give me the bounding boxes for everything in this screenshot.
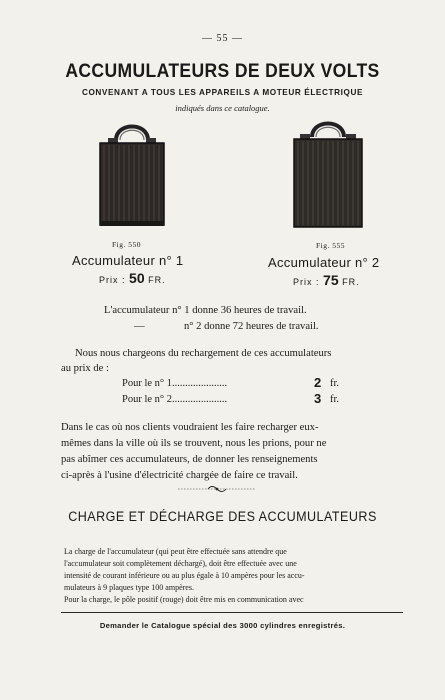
section-line: intensité de courant inférieure ou au plus égale à 10 ampères pour les accu- [64,571,305,580]
product-price-1 [99,270,166,286]
price-value: 75 [323,272,339,288]
battery-1-illustration [94,118,170,230]
paragraph-line: pas abîmer ces accumulateurs, de donner les renseignements [61,454,318,465]
paragraph-line: Dans le cas où nos clients voudraient les faire recharger eux- [61,422,319,433]
recharge-amount: 2 [314,375,322,390]
recharge-intro-1: Nous nous chargeons du rechargement de ces accumulateurs [75,348,332,359]
recharge-label: Pour le n° 2..................... [122,394,228,405]
section-text [64,546,400,606]
ditto-dash: — [134,321,145,332]
product-name-1: Accumulateur n° 1 [72,253,184,268]
section-line: l'accumulateur soit complètement déchargé), doit être effectuée avec une [64,559,297,568]
ornament-divider [178,484,256,494]
price-label: Prix : [293,277,320,287]
hours-line-2 [134,321,319,332]
footer-rule [61,612,403,613]
section-line: La charge de l'accumulateur (qui peut être effectuée sans attendre que [64,547,287,556]
page-title: ACCUMULATEURS DE DEUX VOLTS [65,60,380,82]
battery-2-illustration [290,115,366,231]
section-line: Pour la charge, le pôle positif (rouge) doit être mis en communication avec [64,595,304,604]
hours-line-1: L'accumulateur n° 1 donne 36 heures de travail. [104,305,307,316]
paragraph-line: ci-après à l'usine d'électricité chargée de faire ce travail. [61,470,298,481]
section-heading: CHARGE ET DÉCHARGE DES ACCUMULATEURS [68,509,377,524]
price-unit: FR. [342,277,360,287]
paragraph-line: mêmes dans la ville où ils se trouvent, nous les prions, pour ne [61,438,327,449]
figure-caption-1: Fig. 550 [112,240,142,249]
figure-caption-2: Fig. 555 [316,241,346,250]
footer-note: Demander le Catalogue spécial des 3000 cylindres enregistrés. [99,621,346,630]
recharge-price-row-1 [122,375,340,390]
price-unit: FR. [148,275,166,285]
price-label: Prix : [99,275,126,285]
product-name-2: Accumulateur n° 2 [268,255,380,270]
hours-text-2: n° 2 donne 72 heures de travail. [184,321,319,332]
recharge-unit: fr. [330,394,340,405]
section-line: mulateurs à 9 plaques type 100 ampères. [64,583,194,592]
recharge-price-row-2 [122,391,340,406]
page-number: — 55 — [202,33,243,44]
recharge-paragraph [61,420,391,484]
price-value: 50 [129,270,145,286]
recharge-amount: 3 [314,391,322,406]
recharge-label: Pour le n° 1..................... [122,378,228,389]
recharge-intro-2: au prix de : [61,363,109,374]
page-subtitle: CONVENANT A TOUS LES APPAREILS A MOTEUR ÉLECTRIQUE [81,88,364,97]
catalogue-note: indiqués dans ce catalogue. [175,103,270,113]
recharge-unit: fr. [330,378,340,389]
product-price-2 [293,272,360,288]
